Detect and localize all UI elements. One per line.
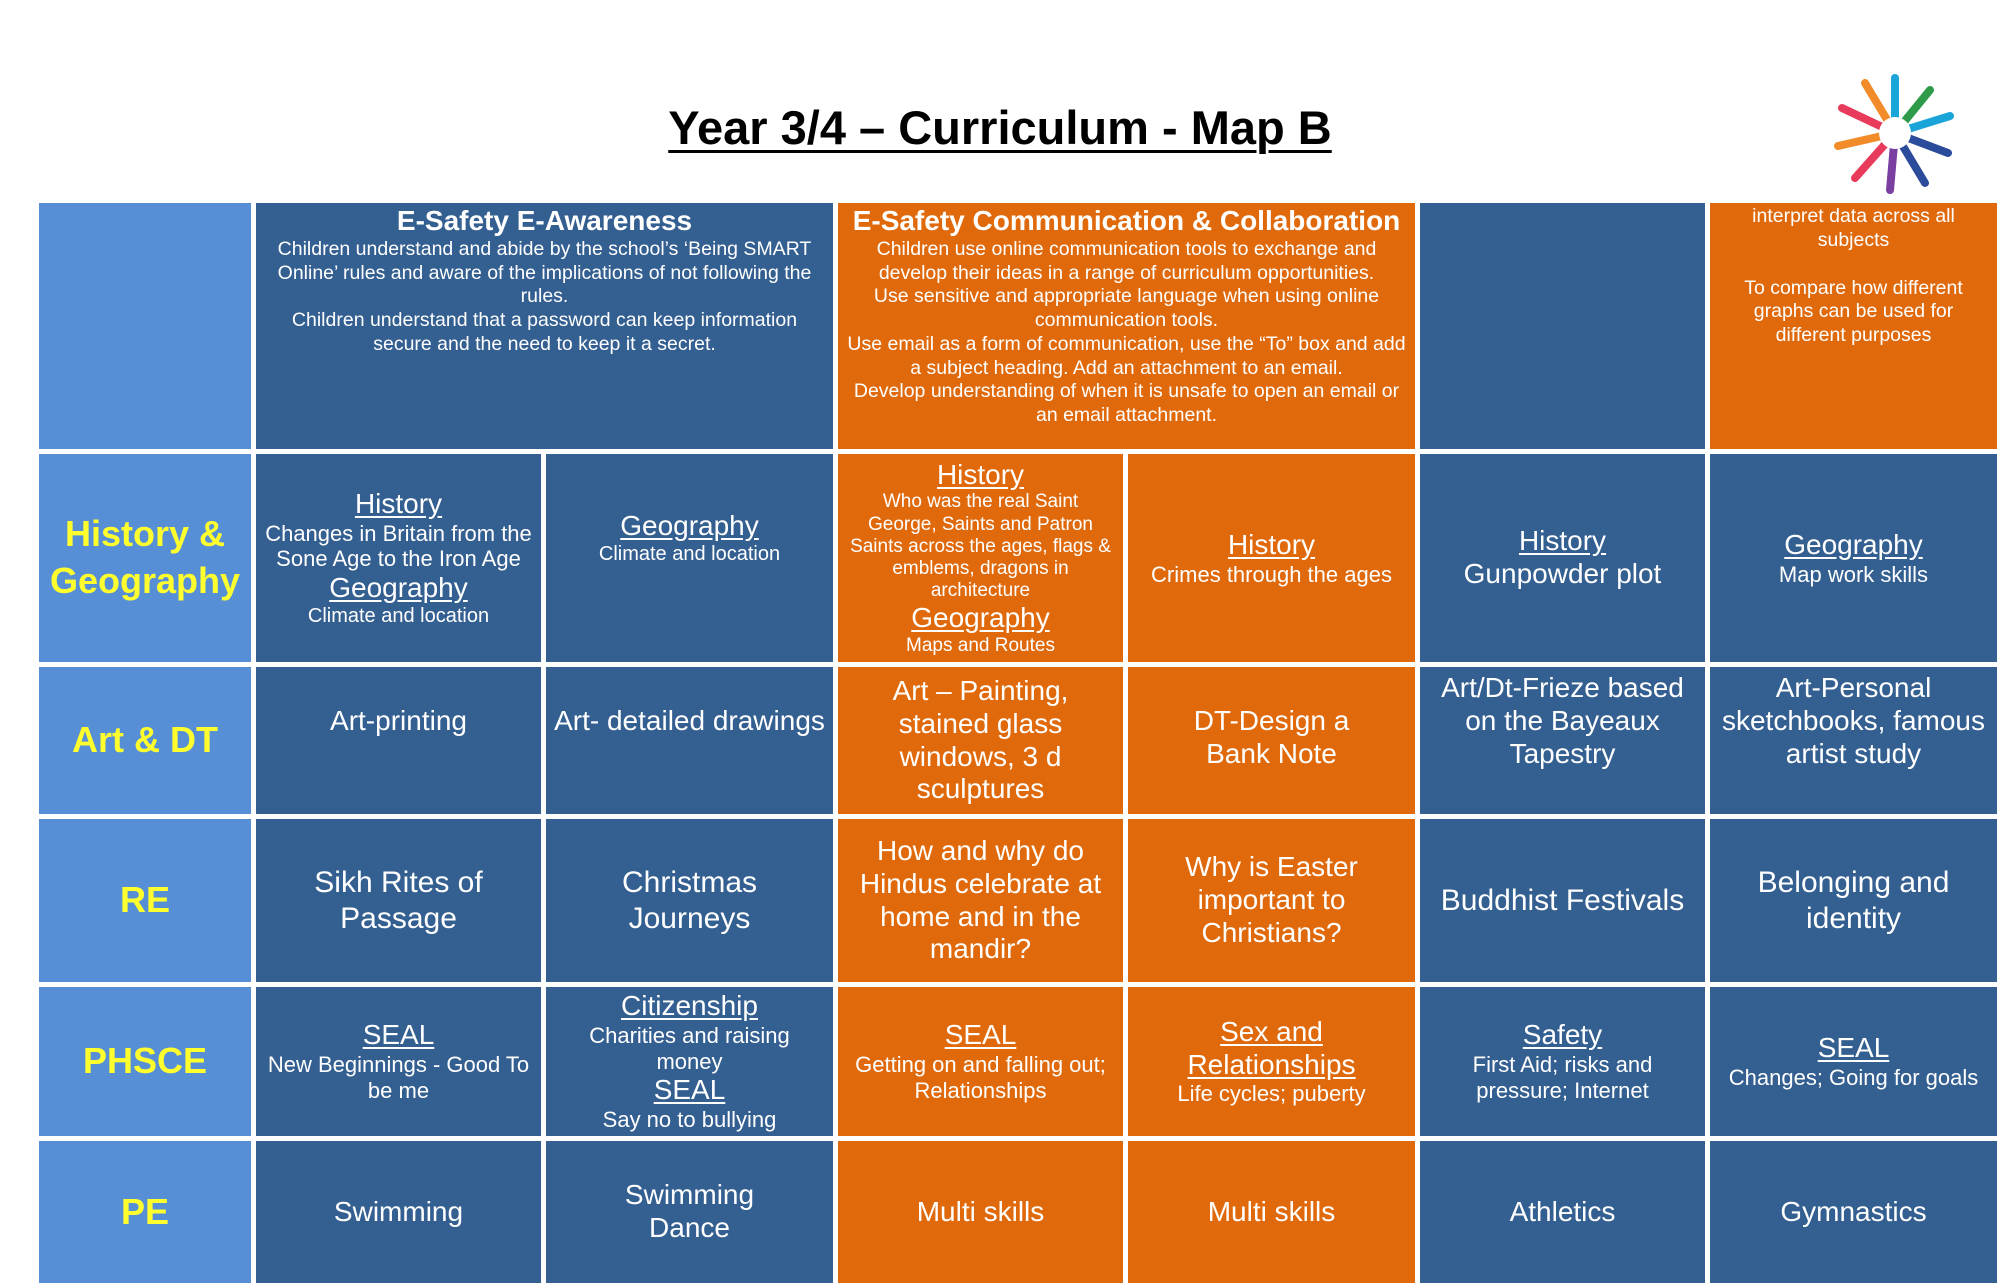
esafety-data-text-2: To compare how different graphs can be used for different purposes — [1744, 276, 1963, 347]
art-dt-cell-2: Art- detailed drawings — [546, 667, 833, 814]
esafety-communication-cell — [838, 203, 1415, 449]
history-geography-cell-2 — [546, 454, 833, 662]
art-dt-cell-4: DT-Design a Bank Note — [1128, 667, 1415, 814]
esafety-communication-text-1: Children use online communication tools to exchange and develop their ideas in a range of curriculum opportunities. — [876, 237, 1377, 284]
geography-heading: Geography — [911, 602, 1050, 634]
art-dt-cell-1: Art-printing — [256, 667, 541, 814]
pe-cell-2 — [546, 1141, 833, 1283]
seal-heading: SEAL — [653, 1074, 726, 1106]
pe-dance-text: Dance — [649, 1212, 730, 1243]
esafety-awareness-heading: E-Safety E-Awareness — [396, 205, 693, 236]
history-text: Changes in Britain from the Sone Age to the Iron Age — [265, 520, 532, 572]
starburst-w-logo-icon — [1830, 68, 1960, 198]
art-dt-cell-3: Art – Painting, stained glass windows, 3 d sculptures — [838, 667, 1123, 814]
history-text: Crimes through the ages — [1151, 561, 1392, 587]
phsce-cell-1 — [256, 987, 541, 1136]
row-label-art-dt: Art & DT — [39, 667, 251, 814]
geography-text: Maps and Routes — [906, 635, 1055, 657]
history-geography-cell-3 — [838, 454, 1123, 662]
pe-cell-5: Athletics — [1420, 1141, 1705, 1283]
pe-cell-1: Swimming — [256, 1141, 541, 1283]
esafety-awareness-text-2: Children understand that a password can keep information secure and the need to keep it a secret. — [291, 309, 798, 355]
row-label-pe: PE — [39, 1141, 251, 1283]
esafety-data-cell — [1710, 203, 1997, 449]
esafety-communication-text-3: Use email as a form of communication, use the “To” box and add a subject heading. Add an attachment to an email. — [847, 332, 1406, 379]
history-heading: History — [936, 458, 1025, 490]
geography-text: Climate and location — [598, 542, 781, 565]
geography-text: Map work skills — [1778, 561, 1929, 587]
esafety-data-text-1: interpret data across all subjects — [1752, 205, 1955, 251]
phsce-cell-5 — [1420, 987, 1705, 1136]
history-geography-cell-1 — [256, 454, 541, 662]
art-dt-cell-5: Art/Dt-Frieze based on the Bayeaux Tapestry — [1420, 667, 1705, 814]
re-cell-6: Belonging and identity — [1710, 819, 1997, 982]
row-label-history-geography: History & Geography — [39, 454, 251, 662]
history-geography-cell-6 — [1710, 454, 1997, 662]
seal-heading: SEAL — [944, 1019, 1017, 1051]
history-text: Gunpowder plot — [1463, 558, 1662, 589]
re-cell-2: Christmas Journeys — [546, 819, 833, 982]
geography-heading: Geography — [329, 572, 468, 604]
re-cell-5: Buddhist Festivals — [1420, 819, 1705, 982]
history-geography-cell-4 — [1128, 454, 1415, 662]
phsce-cell-3 — [838, 987, 1123, 1136]
seal-heading: SEAL — [1817, 1032, 1890, 1064]
phsce-cell-4 — [1128, 987, 1415, 1136]
seal-text: Getting on and falling out; — [855, 1052, 1106, 1078]
esafety-empty-cell — [1420, 203, 1705, 449]
sex-relationships-heading: Sex and Relationships — [1187, 1015, 1356, 1080]
re-cell-1: Sikh Rites of Passage — [256, 819, 541, 982]
citizenship-heading: Citizenship — [621, 990, 758, 1022]
row-label-esafety — [39, 203, 251, 449]
history-heading: History — [354, 487, 443, 519]
seal-heading: SEAL — [362, 1019, 435, 1051]
seal-text: Changes; Going for goals — [1728, 1065, 1979, 1090]
esafety-communication-heading: E-Safety Communication & Collaboration — [852, 205, 1401, 236]
history-heading: History — [1227, 528, 1316, 560]
seal-text: Say no to bullying — [602, 1107, 777, 1133]
pe-cell-3: Multi skills — [838, 1141, 1123, 1283]
esafety-awareness-text-1: Children understand and abide by the school’s ‘Being SMART Online’ rules and aware of the implications of not following the rules. — [277, 237, 812, 308]
geography-heading: Geography — [1784, 528, 1923, 560]
esafety-communication-text-4: Develop understanding of when it is unsafe to open an email or an email attachment. — [853, 380, 1400, 427]
safety-text: First Aid; risks and pressure; Internet — [1472, 1052, 1653, 1103]
re-cell-4: Why is Easter important to Christians? — [1128, 819, 1415, 982]
seal-text: New Beginnings - Good To be me — [267, 1052, 530, 1103]
seal-text-2: Relationships — [914, 1077, 1047, 1103]
pe-cell-6: Gymnastics — [1710, 1141, 1997, 1283]
phsce-cell-2 — [546, 987, 833, 1136]
sex-relationships-text: Life cycles; puberty — [1177, 1081, 1366, 1107]
history-text: Who was the real Saint George, Saints and Patron Saints across the ages, flags & emblems, dragons in architecture — [850, 491, 1111, 602]
geography-heading: Geography — [620, 510, 759, 541]
safety-heading: Safety — [1522, 1019, 1603, 1051]
geography-text: Climate and location — [307, 604, 490, 627]
history-heading: History — [1518, 525, 1607, 557]
re-cell-3: How and why do Hindus celebrate at home and in the mandir? — [838, 819, 1123, 982]
history-geography-cell-5 — [1420, 454, 1705, 662]
pe-swimming-text: Swimming — [624, 1179, 755, 1211]
page-title: Year 3/4 – Curriculum - Map B — [668, 101, 1332, 154]
citizenship-text: Charities and raising money — [589, 1022, 790, 1074]
phsce-cell-6 — [1710, 987, 1997, 1136]
row-label-phsce: PHSCE — [39, 987, 251, 1136]
esafety-communication-text-2: Use sensitive and appropriate language when using online communication tools. — [873, 285, 1380, 332]
art-dt-cell-6: Art-Personal sketchbooks, famous artist study — [1710, 667, 1997, 814]
pe-cell-4: Multi skills — [1128, 1141, 1415, 1283]
esafety-awareness-cell — [256, 203, 833, 449]
row-label-re: RE — [39, 819, 251, 982]
